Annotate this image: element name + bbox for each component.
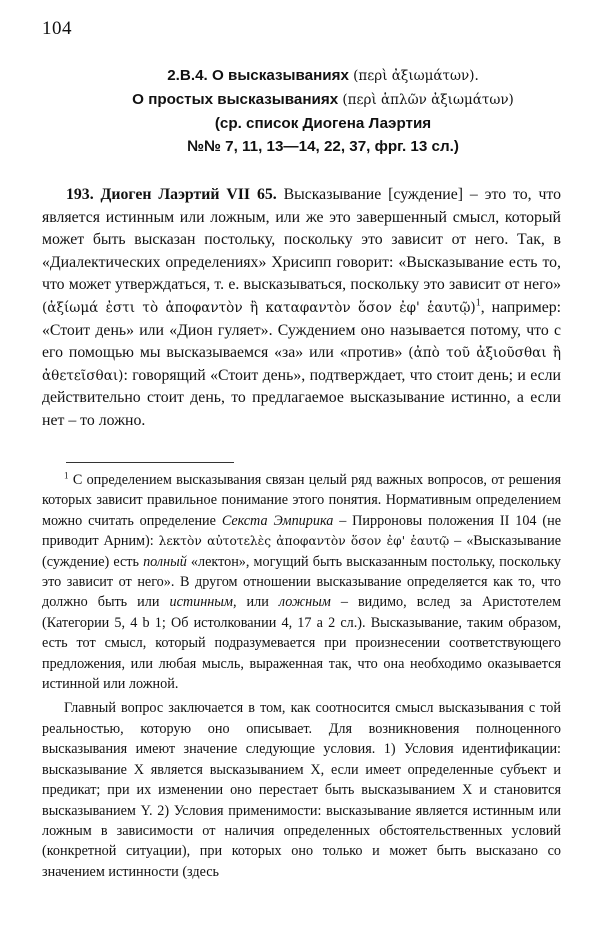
heading-line-4: №№ 7, 11, 13—14, 22, 37, фрг. 13 сл.) (187, 138, 459, 155)
footnote-paragraph-1 (42, 470, 561, 694)
heading-greek-1: (περὶ ἀξιωμάτων). (353, 68, 479, 84)
footnote-greek: λεκτὸν αὐτοτελὲς ἀποφαντὸν ὅσον ἐφ' ἑαυτῷ (158, 534, 450, 549)
footnote-text-6: – видимо, вслед за Аристотелем (Категории 5, 4 b 1; Об истолковании 4, 17 a 2 сл.). Высказывание, таким образом, есть тот смысл, который подразумевается при произнесении соответствующего предложения, или любая мысль, выраженная так, что она необходимо оказывается истинной или ложной. (42, 594, 561, 693)
fragment-text-1: Высказывание [суждение] – это то, что является истинным или ложным, или же это завершенный смысл, который может быть высказан постольку, поскольку это зависит от него. Так, в «Диалектических определениях» Хрисипп говорит: «Высказывание есть то, что может утверждаться, т. е. высказываться, поскольку это зависит от него» (42, 186, 561, 294)
fragment-greek-1: (ἀξίωμά ἐστι τὸ ἀποφαντὸν ἢ καταφαντὸν ὅσον ἐφ' ἑαυτῷ) (42, 299, 476, 316)
heading-title: 2.B.4. О высказываниях (167, 67, 349, 84)
page-number: 104 (42, 18, 72, 39)
heading-line-2 (78, 88, 568, 112)
footnote-italic-false: ложным (278, 594, 331, 611)
footnote (42, 470, 561, 886)
heading-subtitle: О простых высказываниях (132, 91, 339, 108)
fragment-paragraph (42, 184, 561, 433)
footnote-mark: 1 (64, 470, 69, 481)
heading-line-3: (ср. список Диогена Лаэртия (214, 115, 432, 132)
footnote-text-3: – «Высказывание (суждение) есть (42, 533, 562, 570)
heading-line-1 (78, 64, 568, 88)
footnote-text-5: , или (232, 594, 279, 611)
footnote-text-2: – Пирроновы положения II 104 (не приводит Арним): (42, 512, 561, 550)
fragment-text-2: , например: «Стоит день» или «Дион гуляет». Суждением оно называется потому, что с его помощью мы высказываемся «за» или «против» (42, 298, 561, 362)
footnote-ref[interactable]: 1 (475, 297, 481, 309)
section-heading (78, 64, 568, 158)
heading-greek-2: (περὶ ἁπλῶν ἀξιωμάτων) (342, 92, 514, 108)
footnote-divider (66, 462, 234, 463)
footnote-text-1: С определением высказывания связан целый ряд важных вопросов, от решения которых зависит правильное понимание этого понятия. Нормативным определением можно считать определение (42, 472, 561, 529)
fragment-greek-2: (ἀπὸ τοῦ ἀξιοῦσθαι ἢ ἀθετεῖσθαι) (42, 345, 561, 384)
fragment-text-3: : говорящий «Стоит день», подтверждает, что стоит день; и если действительно стоит день, то предлагаемое высказывание истинно, а если нет – то ложно. (42, 366, 561, 429)
footnote-italic-sextus: Секста Эмпирика (221, 512, 334, 529)
fragment-source: 193. Диоген Лаэртий VII 65. (66, 186, 277, 203)
footnote-italic-full: полный (143, 553, 187, 570)
footnote-paragraph-2: Главный вопрос заключается в том, как соотносится смысл высказывания с той реальностью, которую оно описывает. Для возникновения полноценного высказывания имеют значение следующие условия. 1) Условия идентификации: высказывание X является высказыванием X, если имеет определенные субъект и предикат; при их изменении оно перестает быть высказыванием X и становится высказыванием Y. 2) Условия применимости: высказывание является истинным или ложным в зависимости от наличия определенных обстоятельственных условий (конкретной ситуации), при которых оно только и может быть высказано со значением истинности (здесь (42, 700, 561, 880)
footnote-italic-true: истинным (169, 594, 233, 611)
fragment-193 (42, 184, 561, 433)
footnote-text-4: «лектон», могущий быть высказанным постольку, поскольку это зависит от него». В другом отношении высказывание определяется как то, что должно быть или (42, 553, 561, 611)
